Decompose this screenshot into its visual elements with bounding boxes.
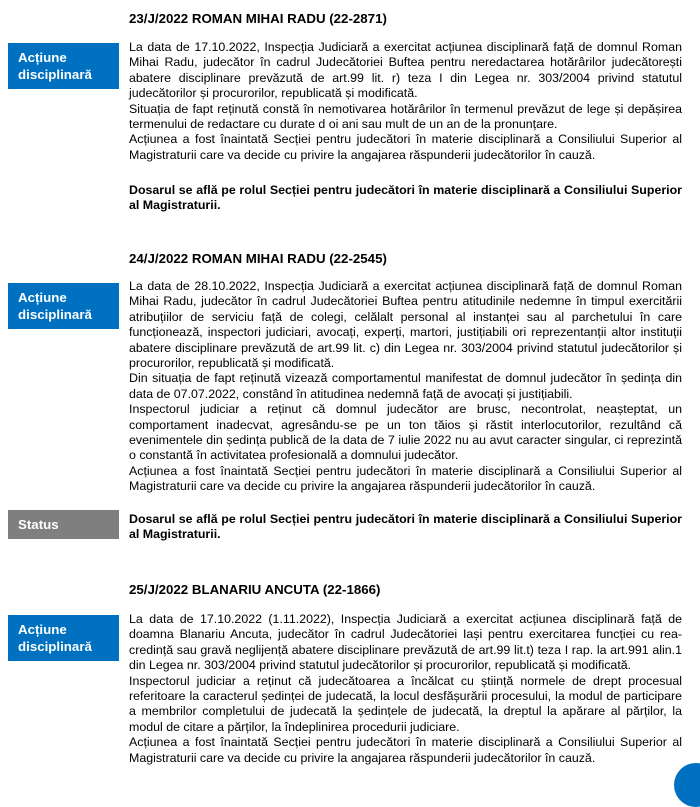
action-label: Acțiune disciplinară: [8, 43, 119, 89]
case-paragraph: La data de 17.10.2022, Inspecția Judiciară a exercitat acțiunea disciplinară față de domnul Roman Mihai Radu, judecător în cadrul Judecătoriei Buftea pentru neredactarea hotărârilor judecătorești abatere disciplinare prevăzută de art.99 lit. r) teza I din Legea nr. 303/2004 privind statutul judecătorilor și procurorilor, republicată și modificată.: [129, 40, 682, 101]
case-title: 23/J/2022 ROMAN MIHAI RADU (22-2871): [129, 11, 387, 26]
case-paragraph: Acțiunea a fost înaintată Secției pentru judecători în materie disciplinară a Consiliului Superior al Magistraturii care va decide cu privire la angajarea răspunderii judecătorilor în cauză.: [129, 735, 682, 765]
case-status-text: Dosarul se află pe rolul Secției pentru judecători în materie disciplinară a Consiliului Superior al Magistraturii.: [129, 183, 682, 213]
action-label: Acțiune disciplinară: [8, 615, 119, 661]
case-title: 24/J/2022 ROMAN MIHAI RADU (22-2545): [129, 251, 387, 266]
case-paragraph: Situația de fapt reținută constă în nemotivarea hotărârilor în termenul prevăzut de lege și depășirea termenului de redactare cu durate d oi ani sau mult de un an de la pronunțare.: [129, 101, 682, 132]
corner-circle-decoration: [674, 763, 700, 807]
case-body: [129, 40, 682, 163]
case-title: 25/J/2022 BLANARIU ANCUTA (22-1866): [129, 582, 381, 597]
status-label: Status: [8, 510, 119, 539]
case-body: [129, 612, 682, 766]
case-paragraph: Din situația de fapt reținută vizează comportamentul manifestat de domnul judecător în ședința din data de 07.07.2022, constând în atitudinea nedemnă față de avocați și justițiabili.: [129, 371, 682, 401]
case-paragraph: Inspectorul judiciar a reținut că judecătoarea a încălcat cu știință normele de drept procesual referitoare la caracterul ședinței de judecată, la locul desfășurării procesului, la modul de participare a membrilor completului de judecată la ședințele de judecată, la dreptul la apărare al părților, la modul de citare a părților, la îndeplinirea procedurii judiciare.: [129, 673, 682, 734]
case-paragraph: La data de 17.10.2022 (1.11.2022), Inspecția Judiciară a exercitat acțiunea disciplinară față de doamna Blanariu Ancuta, judecător în cadrul Judecătoriei Iași pentru exercitarea funcției cu rea-credință sau gravă neglijență abatere disciplinare prevăzută de art.99 lit.t) teza I rap. la art.991 alin.1 din Legea nr. 303/2004 privind statutul judecătorilor și procurorilor, republicată și modificată.: [129, 612, 682, 673]
case-status-text: Dosarul se află pe rolul Secției pentru judecători în materie disciplinară a Consiliului Superior al Magistraturii.: [129, 512, 682, 542]
case-paragraph: Inspectorul judiciar a reținut că domnul judecător are brusc, necontrolat, neașteptat, un comportament inadecvat, agresându-se pe un ton tăios și răstit interlocutorilor, rezultând că evenimentele din ședința publică de la data de 7 iulie 2022 nu au avut caracter singular, ci reprezintă o constantă în activitatea profesională a domnului judecător.: [129, 402, 682, 463]
case-paragraph: La data de 28.10.2022, Inspecția Judiciară a exercitat acțiunea disciplinară față de domnul Roman Mihai Radu, judecător în cadrul Judecătoriei Buftea pentru atitudinile nedemne în timpul exercitării atribuțiilor de serviciu față de colegi, celălalt personal al instanței sau al parchetului în care funcționează, inspectori judiciari, avocați, experți, martori, justițiabili ori reprezentanții altor instituții abatere disciplinare prevăzută de art.99 lit. c) din Legea nr. 303/2004 privind statutul judecătorilor și procurorilor, republicată și modificată.: [129, 279, 682, 371]
case-paragraph: Acțiunea a fost înaintată Secției pentru judecători în materie disciplinară a Consiliului Superior al Magistraturii care va decide cu privire la angajarea răspunderii judecătorilor în cauză.: [129, 463, 682, 494]
case-paragraph: Acțiunea a fost înaintată Secției pentru judecători în materie disciplinară a Consiliului Superior al Magistraturii care va decide cu privire la angajarea răspunderii judecătorilor în cauză.: [129, 132, 682, 162]
action-label: Acțiune disciplinară: [8, 283, 119, 329]
case-body: [129, 279, 682, 495]
